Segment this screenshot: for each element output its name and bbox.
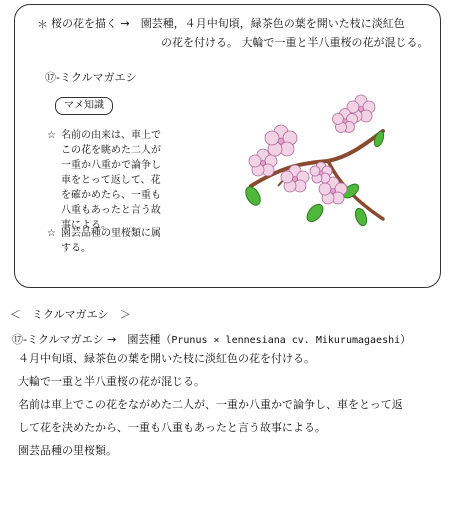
body-line: 大輪で一重と半八重桜の花が混じる。 bbox=[18, 375, 205, 388]
note-line: 一重か八重かで論争し bbox=[61, 160, 161, 171]
species-prefix: ⑰-ミクルマガエシ → 園芸種（ bbox=[12, 333, 172, 346]
star-bullet-icon: ☆ bbox=[47, 228, 56, 239]
cherry-blossom-illustration bbox=[233, 91, 393, 241]
note-line: この花を眺めた二人が bbox=[61, 145, 161, 156]
body-line: して花を決めたから、一重も八重もあったと言う故事による。 bbox=[18, 421, 326, 434]
leaf bbox=[353, 207, 369, 227]
asterisk-icon: ＊ bbox=[37, 18, 48, 31]
section-heading: ＜ ミクルマガエシ ＞ bbox=[10, 308, 131, 321]
star-bullet-icon: ☆ bbox=[47, 130, 56, 141]
trivia-badge: マメ知識 bbox=[55, 97, 113, 115]
note-line: する。 bbox=[61, 243, 91, 254]
note-line: 車をとって返して、花 bbox=[61, 175, 161, 186]
leaf bbox=[304, 201, 326, 224]
note-line: 名前の由来は、車上で bbox=[61, 130, 161, 141]
note-line: 事による。 bbox=[61, 220, 111, 231]
note-line: 八重もあったと言う故 bbox=[61, 205, 161, 216]
note-line: 園芸品種の里桜類に属 bbox=[61, 228, 161, 239]
card-header-line-2: の花を付ける。 大輪で一重と半八重桜の花が混じる。 bbox=[161, 36, 429, 49]
note-class bbox=[61, 226, 171, 256]
blossom bbox=[265, 125, 297, 156]
body-line: 園芸品種の里桜類。 bbox=[18, 444, 117, 457]
body-line: ４月中旬頃、緑茶色の葉を開いた枝に淡紅色の花を付ける。 bbox=[18, 352, 315, 365]
note-origin bbox=[61, 128, 171, 233]
species-line bbox=[12, 331, 411, 347]
leaf bbox=[373, 130, 386, 148]
card-header-line-1: 桜の花を描く → 園芸種，４月中旬頃，緑茶色の葉を開いた枝に淡紅色 bbox=[51, 17, 405, 30]
latin-name: Prunus × lennesiana cv. Mikurumagaeshi bbox=[171, 335, 401, 346]
species-suffix: ） bbox=[400, 333, 412, 346]
cultivar-name: ⑰-ミクルマガエシ bbox=[45, 71, 137, 84]
leaf bbox=[243, 184, 263, 207]
body-line: 名前は車上でこの花をながめた二人が、一重か八重かで論争し、車をとって返 bbox=[18, 398, 403, 411]
info-card bbox=[14, 4, 441, 288]
note-line: を確かめたら、一重も bbox=[61, 190, 161, 201]
